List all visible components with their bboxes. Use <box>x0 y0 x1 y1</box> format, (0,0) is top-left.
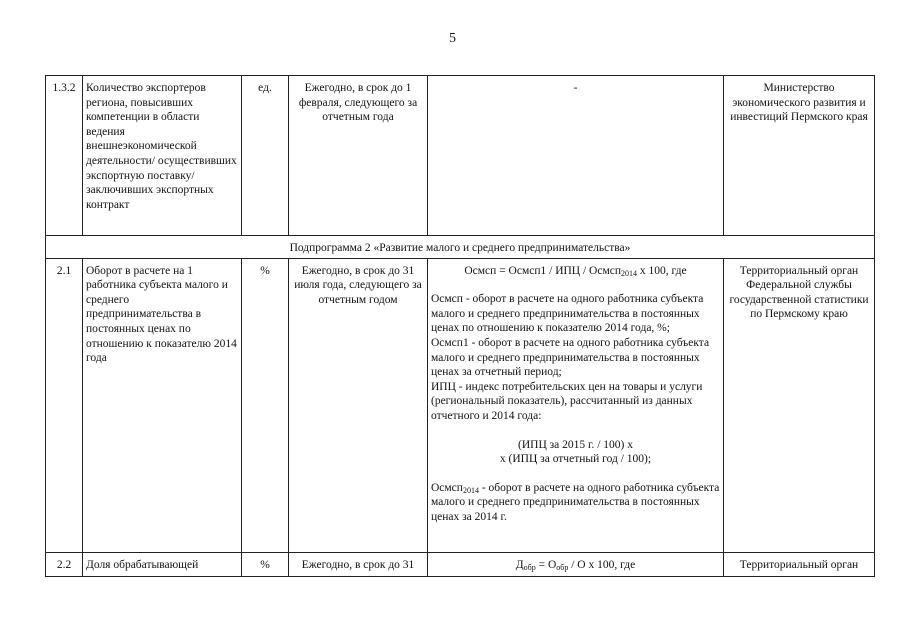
method-cell: $Д_{обр} = О_{обр} / О$ x 100, где <box>428 552 724 577</box>
definition-ipc: ИПЦ - индекс потребительских цен на товары и услуги (региональный показатель), рассчитанный из данных отчетного и 2014 года: <box>431 380 703 422</box>
method-cell: - <box>428 76 724 236</box>
subprogram-title: Подпрограмма 2 «Развитие малого и среднего предпринимательства» <box>46 236 875 259</box>
unit-cell: ед. <box>242 76 289 236</box>
subprogram-header-row <box>46 236 875 259</box>
indicator-name-cell: Количество экспортеров региона, повысивших компетенции в области ведения внешнеэкономической деятельности/ осуществивших экспортную поставку/ заключивших экспортных контракт <box>83 76 242 236</box>
definition-osmsp1: Осмсп1 - оборот в расчете на одного работника субъекта малого и среднего предпринимательства в постоянных ценах за отчетный период; <box>431 336 710 379</box>
responsible-org-cell: Территориальный орган Федеральной службы государственной статистики по Пермскому краю <box>724 258 875 552</box>
table-row-2-1 <box>46 258 875 552</box>
table-row-1-3-2 <box>46 76 875 236</box>
responsible-org-cell: Территориальный орган <box>724 552 875 577</box>
definition-osmsp: Осмсп - оборот в расчете на одного работника субъекта малого и среднего предпринимательства в постоянных ценах по отношению к показателю 2014 года, %; <box>431 293 704 335</box>
table-row-2-2 <box>46 552 875 577</box>
period-cell: Ежегодно, в срок до 31 июля года, следующего за отчетным годом <box>289 258 428 552</box>
unit-cell: % <box>242 258 289 552</box>
ipc-formula-line-1: (ИПЦ за 2015 г. / 100) x <box>518 438 633 451</box>
row-number-cell: 1.3.2 <box>46 76 83 236</box>
indicator-name-cell: Доля обрабатывающей <box>83 552 242 577</box>
period-cell: Ежегодно, в срок до 1 февраля, следующего за отчетным года <box>289 76 428 236</box>
formula-main: Осмсп = Осмсп1 / ИПЦ / Осмсп$_{2014}$ x 100, где <box>464 264 687 278</box>
unit-cell: % <box>242 552 289 577</box>
page-number: 5 <box>449 31 456 46</box>
indicators-table <box>45 75 875 577</box>
method-cell <box>428 258 724 552</box>
row-number-cell: 2.1 <box>46 258 83 552</box>
indicator-name-cell: Оборот в расчете на 1 работника субъекта малого и среднего предпринимательства в постоянных ценах по отношению к показателю 2014 года <box>83 258 242 552</box>
period-cell: Ежегодно, в срок до 31 <box>289 552 428 577</box>
row-number-cell: 2.2 <box>46 552 83 577</box>
ipc-formula-line-2: x (ИПЦ за отчетный год / 100); <box>499 453 652 466</box>
responsible-org-cell: Министерство экономического развития и инвестиций Пермского края <box>724 76 875 236</box>
definition-osmsp-2014: Осмсп$_{2014}$ - оборот в расчете на одного работника субъекта малого и среднего предпринимательства в постоянных ценах за 2014 г. <box>431 481 720 523</box>
